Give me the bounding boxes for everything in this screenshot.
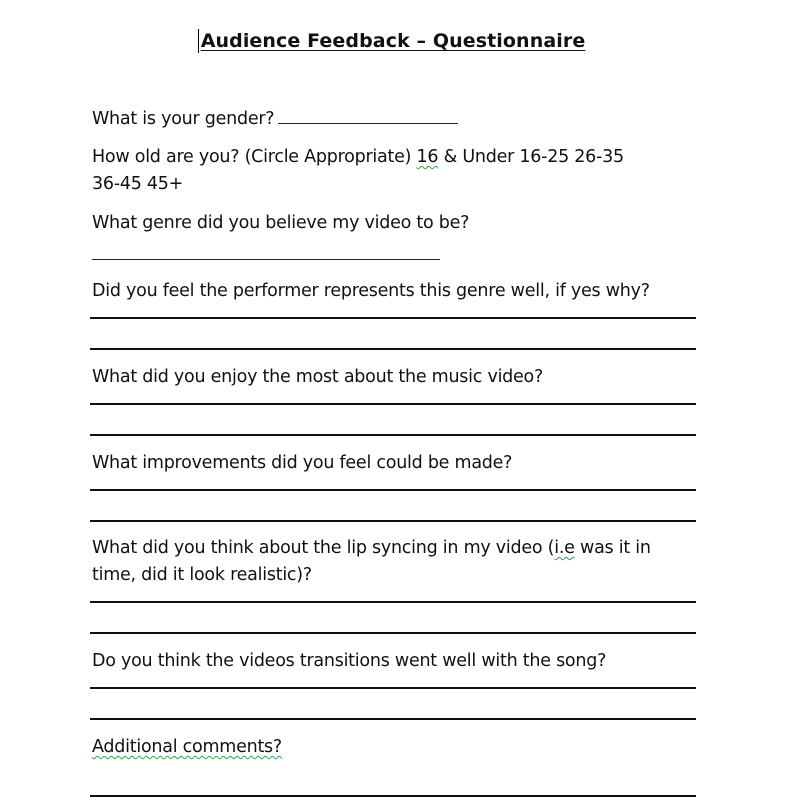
document-title-text: Audience Feedback – Questionnaire [200, 30, 586, 52]
answer-blank-gender[interactable] [278, 105, 458, 124]
question-transitions-text: Do you think the videos transitions went well with the song? [92, 651, 607, 671]
question-lip-syncing [92, 535, 651, 562]
question-performer-text: Did you feel the performer represents this genre well, if yes why? [92, 281, 650, 301]
question-age-text: How old are you? (Circle Appropriate) [92, 147, 412, 167]
answer-line-improvements-2[interactable] [90, 520, 696, 522]
question-improvements [92, 450, 512, 477]
question-lip-syncing-text-line2: time, did it look realistic)? [92, 565, 312, 585]
document-title-wrapper [0, 30, 786, 52]
age-option-16[interactable]: 16 [416, 147, 439, 167]
question-lip-syncing-text-b: was it in [574, 538, 651, 558]
question-gender-text: What is your gender? [92, 109, 275, 129]
question-genre [92, 210, 469, 237]
question-lip-syncing-continued [92, 562, 312, 589]
question-improvements-text: What improvements did you feel could be made? [92, 453, 513, 473]
question-performer [92, 278, 650, 305]
answer-line-transitions-1[interactable] [90, 687, 696, 689]
answer-line-lip-syncing-2[interactable] [90, 632, 696, 634]
question-lip-syncing-text-a: What did you think about the lip syncing in my video ( [92, 538, 555, 558]
question-age [92, 144, 624, 171]
answer-line-improvements-1[interactable] [90, 489, 696, 491]
answer-blank-genre[interactable] [92, 259, 440, 260]
answer-line-transitions-2[interactable] [90, 718, 696, 720]
answer-line-enjoy-2[interactable] [90, 434, 696, 436]
answer-line-performer-1[interactable] [90, 317, 696, 319]
age-options-line2[interactable]: 36-45 45+ [92, 174, 184, 194]
question-enjoy-text: What did you enjoy the most about the music video? [92, 367, 544, 387]
answer-line-lip-syncing-1[interactable] [90, 601, 696, 603]
question-additional-comments-text: Additional comments? [92, 737, 282, 757]
question-gender [92, 105, 458, 133]
answer-line-additional-1[interactable] [90, 795, 696, 797]
question-genre-text: What genre did you believe my video to be? [92, 213, 470, 233]
question-age-continued [92, 171, 183, 198]
answer-line-performer-2[interactable] [90, 348, 696, 350]
age-options-line1[interactable]: & Under 16-25 26-35 [443, 147, 624, 167]
document-title [201, 30, 586, 52]
question-transitions [92, 648, 606, 675]
answer-line-enjoy-1[interactable] [90, 403, 696, 405]
lip-syncing-ie: i.e [554, 538, 575, 558]
question-additional-comments [92, 734, 282, 761]
text-cursor [198, 29, 199, 53]
question-enjoy [92, 364, 543, 391]
